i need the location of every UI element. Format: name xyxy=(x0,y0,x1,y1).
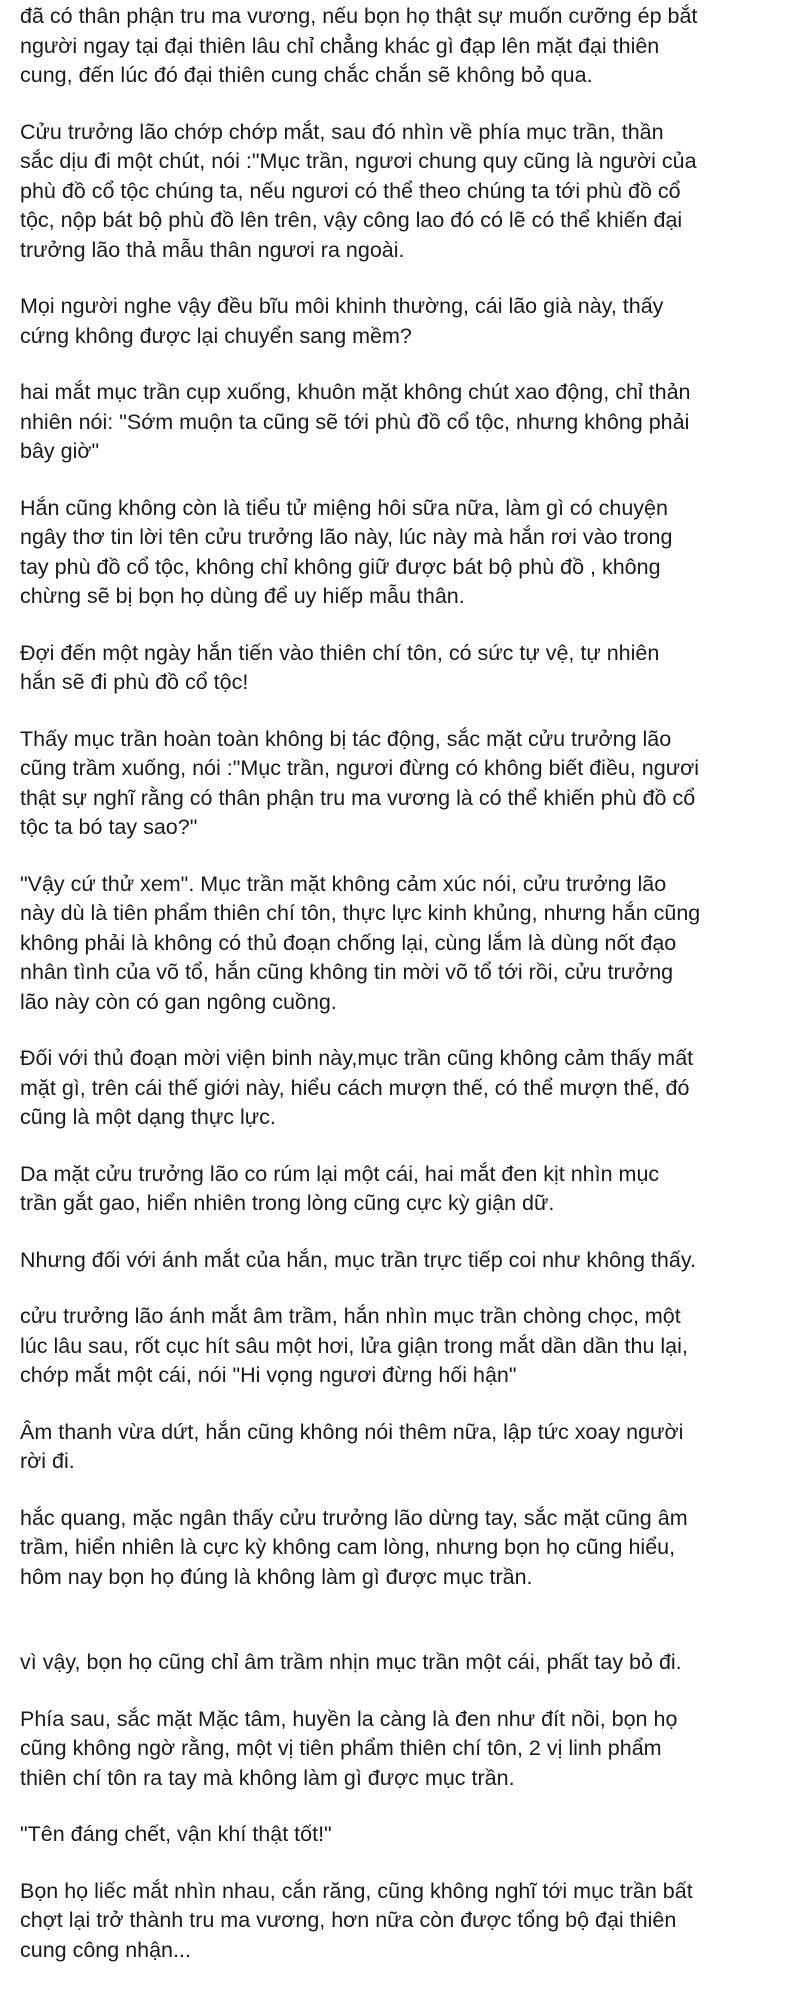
paragraph-9: Đối với thủ đoạn mời viện binh này,mục trần cũng không cảm thấy mất mặt gì, trên cái thế giới này, hiểu cách mượn thế, có thể mượn thế, đó cũng là một dạng thực lực. xyxy=(20,1046,694,1129)
paragraph-13: Âm thanh vừa dứt, hắn cũng không nói thêm nữa, lập tức xoay người rời đi. xyxy=(20,1419,684,1473)
paragraph-7: Thấy mục trần hoàn toàn không bị tác động, sắc mặt cửu trưởng lão cũng trầm xuống, nói :"Mục trần, ngươi đừng có không biết điều, ngươi thật sự nghĩ rằng có thân phận tru ma vương là có thể khiến phù đồ cổ tộc ta bó tay sao?" xyxy=(20,726,699,839)
paragraph-15: vì vậy, bọn họ cũng chỉ âm trầm nhịn mục trần một cái, phất tay bỏ đi. xyxy=(20,1650,682,1674)
paragraph-17: "Tên đáng chết, vận khí thật tốt!" xyxy=(20,1822,332,1846)
paragraph-1: đã có thân phận tru ma vương, nếu bọn họ thật sự muốn cưỡng ép bắt người ngay tại đại thiên lâu chỉ chẳng khác gì đạp lên mặt đại thiên cung, đến lúc đó đại thiên cung chắc chắn sẽ không bỏ qua. xyxy=(20,4,698,87)
paragraph-11: Nhưng đối với ánh mắt của hắn, mục trần trực tiếp coi như không thấy. xyxy=(20,1247,696,1272)
paragraph-4: hai mắt mục trần cụp xuống, khuôn mặt không chút xao động, chỉ thản nhiên nói: "Sớm muộn ta cũng sẽ tới phù đồ cổ tộc, nhưng không phải bây giờ" xyxy=(20,380,691,463)
paragraph-5: Hắn cũng không còn là tiểu tử miệng hôi sữa nữa, làm gì có chuyện ngây thơ tin lời tên cửu trưởng lão này, lúc này mà hắn rơi vào trong tay phù đồ cổ tộc, không chỉ không giữ được bát bộ phù đồ , không chừng sẽ bị bọn họ dùng để uy hiếp mẫu thân. xyxy=(20,495,673,608)
paragraph-3: Mọi người nghe vậy đều bĩu môi khinh thường, cái lão già này, thấy cứng không được lại chuyển sang mềm? xyxy=(20,294,664,348)
paragraph-16: Phía sau, sắc mặt Mặc tâm, huyền la càng là đen như đít nồi, bọn họ cũng không ngờ rằng, một vị tiên phẩm thiên chí tôn, 2 vị linh phẩm thiên chí tôn ra tay mà không làm gì được mục trần. xyxy=(20,1706,678,1790)
paragraph-2: Cửu trưởng lão chớp chớp mắt, sau đó nhìn về phía mục trần, thần sắc dịu đi một chút, nói :"Mục trần, ngươi chung quy cũng là người của phù đồ cổ tộc chúng ta, nếu ngươi có thể theo chúng ta tới phù đồ cổ tộc, nộp bát bộ phù đồ lên trên, vậy công lao đó có lẽ có thể khiến đại trưởng lão thả mẫu thân ngươi ra ngoài. xyxy=(20,119,697,262)
paragraph-18: Bọn họ liếc mắt nhìn nhau, cắn răng, cũng không nghĩ tới mục trần bất chợt lại trở thành tru ma vương, hơn nữa còn được tổng bộ đại thiên cung công nhận... xyxy=(20,1878,693,1962)
paragraph-12: cửu trưởng lão ánh mắt âm trầm, hắn nhìn mục trần chòng chọc, một lúc lâu sau, rốt cục hít sâu một hơi, lửa giận trong mắt dần dần thu lại, chớp mắt một cái, nói "Hi vọng ngươi đừng hối hận" xyxy=(20,1304,688,1387)
paragraph-6: Đợi đến một ngày hắn tiến vào thiên chí tôn, có sức tự vệ, tự nhiên hắn sẽ đi phù đồ cổ tộc! xyxy=(20,640,660,694)
paragraph-8: "Vậy cứ thử xem". Mục trần mặt không cảm xúc nói, cửu trưởng lão này dù là tiên phẩm thiên chí tôn, thực lực kinh khủng, nhưng hắn cũng không phải là không có thủ đoạn chống lại, cùng lắm là dùng nốt đạo nhân tình của võ tổ, hắn cũng không tin mời võ tổ tới rồi, cửu trưởng lão này còn có gan ngông cuồng. xyxy=(20,871,701,1014)
paragraph-10: Da mặt cửu trưởng lão co rúm lại một cái, hai mắt đen kịt nhìn mục trần gắt gao, hiển nhiên trong lòng cũng cực kỳ giận dữ. xyxy=(20,1161,660,1215)
paragraph-14: hắc quang, mặc ngân thấy cửu trưởng lão dừng tay, sắc mặt cũng âm trầm, hiển nhiên là cực kỳ không cam lòng, nhưng bọn họ cũng hiểu, hôm nay bọn họ đúng là không làm gì được mục trần. xyxy=(20,1505,688,1589)
